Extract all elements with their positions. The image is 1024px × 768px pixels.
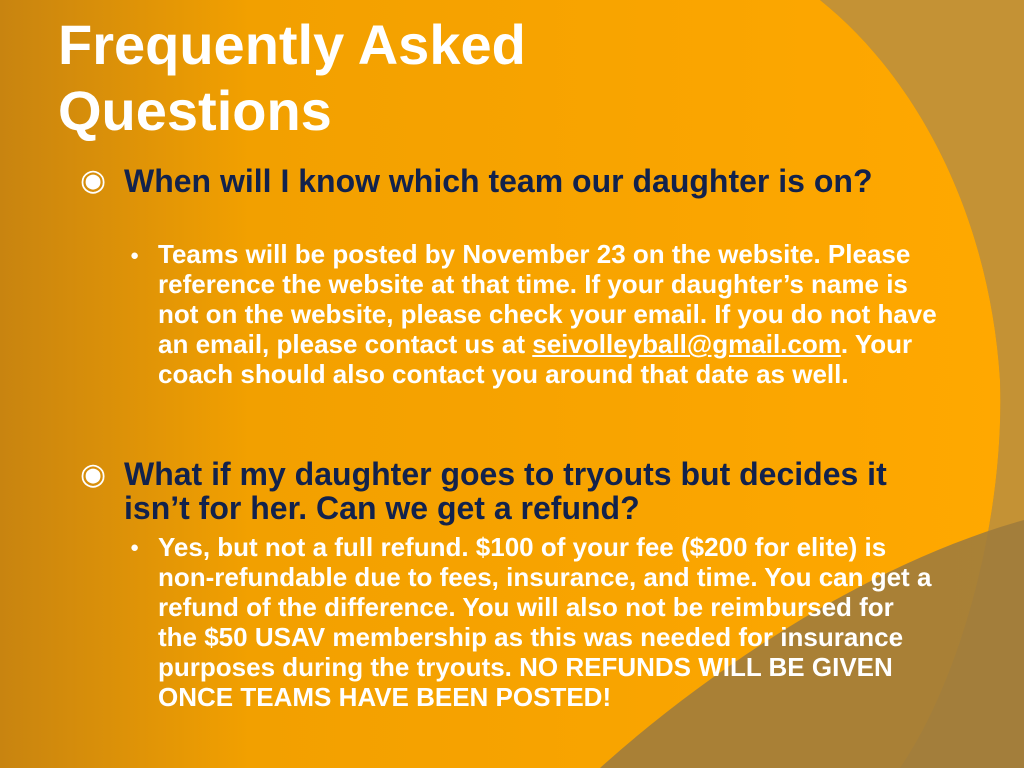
round-dot-bullet-icon: ● [130, 247, 140, 264]
round-dot-bullet-icon: ● [130, 539, 140, 556]
faq-answer-1-text-end: . Your coach should also contact you around that date as well. [158, 329, 913, 389]
contact-email-link[interactable]: seivolleyball@gmail.com [532, 329, 841, 359]
faq-question-2: What if my daughter goes to tryouts but decides it isn’t for her. Can we get a refund? [124, 456, 887, 526]
slide-title: Frequently Asked Questions [58, 13, 526, 142]
circled-dot-bullet-icon: ◉ [80, 458, 107, 491]
faq-answer-2: Yes, but not a full refund. $100 of your fee ($200 for elite) is non-refundable due to fees, insurance, and time. You can get a refund of the difference. You will also not be reimbursed for the $50 USAV membership as this was needed for insurance purposes during the tryouts. NO REFUNDS WILL BE GIVEN ONCE TEAMS HAVE BEEN POSTED! [158, 532, 932, 712]
circled-dot-bullet-icon: ◉ [80, 164, 107, 197]
faq-answer-1-text-start: Teams will be posted by November 23 on the website. Please reference the website at that time. If your daughter’s name is not on the website, please check your email. If you do not have an email, please contact us at [158, 239, 937, 359]
faq-question-1: When will I know which team our daughter is on? [124, 163, 873, 199]
faq-answer-1 [158, 239, 948, 389]
